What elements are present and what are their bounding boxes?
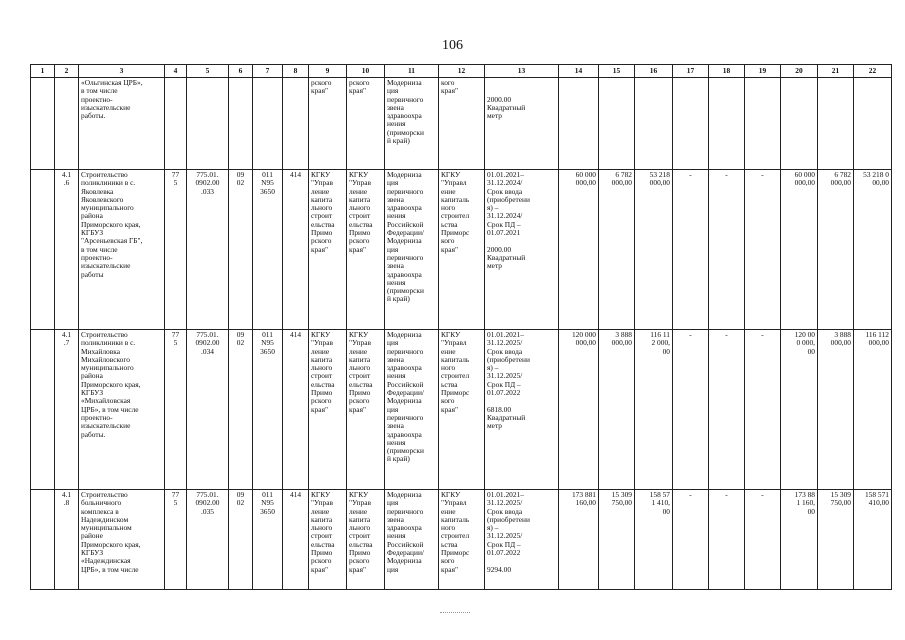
table-cell-col-8: 414 — [283, 170, 309, 330]
column-header: 17 — [673, 65, 709, 78]
table-cell-col-14: 120 000 000,00 — [559, 330, 599, 490]
column-header: 4 — [165, 65, 187, 78]
table-cell-col-19: - — [745, 330, 781, 490]
table-cell-col-2 — [55, 78, 79, 170]
table-cell-col-2: 4.1 .7 — [55, 330, 79, 490]
table-cell-col-11: Модерниза ция первичного звена здравоохра нения (приморски й край) — [385, 78, 439, 170]
table-cell-col-22: 53 218 0 00,00 — [854, 170, 892, 330]
table-cell-col-17: - — [673, 170, 709, 330]
table-cell-col-11: Модерниза ция первичного звена здравоохра нения Российской Федерации/ Модерниза ция первичного звена здравоохра нения (приморски й край) — [385, 330, 439, 490]
table-cell-col-9: КГКУ "Управ ление капита льного строит ельства Примо рского края" — [309, 170, 347, 330]
table-cell-col-3: «Ольгинская ЦРБ», в том числе проектно- изыскательские работы. — [79, 78, 165, 170]
table-row — [31, 330, 892, 490]
page-number: 106 — [442, 38, 463, 53]
table-cell-col-16: 158 57 1 410, 00 — [635, 490, 673, 590]
table-cell-col-11: Модерниза ция первичного звена здравоохра нения Российской Федерации/ Модерниза ция — [385, 490, 439, 590]
table-cell-col-15: 6 782 000,00 — [599, 170, 635, 330]
table-cell-col-12: кого края" — [439, 78, 485, 170]
column-header: 8 — [283, 65, 309, 78]
table-cell-col-21: 6 782 000,00 — [818, 170, 854, 330]
table-cell-col-3: Строительство поликлиники в с. Михайловка Михайловского муниципального района Приморского края, КГБУЗ «Михайловская ЦРБ», в том числе проектно- изыскательские работы. — [79, 330, 165, 490]
table-cell-col-10: рского края" — [347, 78, 385, 170]
column-header: 19 — [745, 65, 781, 78]
column-header: 22 — [854, 65, 892, 78]
table-cell-col-22: 116 112 000,00 — [854, 330, 892, 490]
table-cell-col-18: - — [709, 330, 745, 490]
table-cell-col-18: - — [709, 490, 745, 590]
table-cell-col-7: 011 N95 3650 — [253, 170, 283, 330]
table-cell-col-16 — [635, 78, 673, 170]
column-header: 9 — [309, 65, 347, 78]
table-cell-col-20: 120 00 0 000, 00 — [781, 330, 818, 490]
table-cell-col-19 — [745, 78, 781, 170]
table-cell-col-5: 775.01. 0902.00 .035 — [187, 490, 229, 590]
table-cell-col-18 — [709, 78, 745, 170]
column-header: 14 — [559, 65, 599, 78]
table-cell-col-4: 77 5 — [165, 490, 187, 590]
table-cell-col-13: 01.01.2021– 31.12.2025/ Срок ввода (приобретени я) – 31.12.2025/ Срок ПД – 01.07.2022 9294.00 — [485, 490, 559, 590]
column-header: 16 — [635, 65, 673, 78]
table-cell-col-14 — [559, 78, 599, 170]
column-header: 21 — [818, 65, 854, 78]
table-cell-col-13: 2000.00 Квадратный метр — [485, 78, 559, 170]
column-header: 13 — [485, 65, 559, 78]
table-cell-col-21 — [818, 78, 854, 170]
table-cell-col-9: КГКУ "Управ ление капита льного строит ельства Примо рского края" — [309, 490, 347, 590]
column-header: 18 — [709, 65, 745, 78]
column-header: 1 — [31, 65, 55, 78]
table-cell-col-1 — [31, 78, 55, 170]
header-row — [31, 65, 892, 78]
table-row — [31, 170, 892, 330]
column-header: 15 — [599, 65, 635, 78]
table-cell-col-14: 60 000 000,00 — [559, 170, 599, 330]
table-cell-col-22: 158 571 410,00 — [854, 490, 892, 590]
table-cell-col-4: 77 5 — [165, 330, 187, 490]
table-cell-col-12: КГКУ "Управл ение капиталь ного строител ьства Приморс кого края" — [439, 490, 485, 590]
table-cell-col-16: 53 218 000,00 — [635, 170, 673, 330]
table-cell-col-20: 60 000 000,00 — [781, 170, 818, 330]
table-cell-col-19: - — [745, 490, 781, 590]
table-cell-col-12: КГКУ "Управл ение капиталь ного строител ьства Приморс кого края" — [439, 170, 485, 330]
table-cell-col-17 — [673, 78, 709, 170]
column-header: 5 — [187, 65, 229, 78]
table-cell-col-5: 775.01. 0902.00 .034 — [187, 330, 229, 490]
table-cell-col-21: 15 309 750,00 — [818, 490, 854, 590]
table-cell-col-16: 116 11 2 000, 00 — [635, 330, 673, 490]
table-cell-col-20: 173 88 1 160, 00 — [781, 490, 818, 590]
column-header: 2 — [55, 65, 79, 78]
table-row — [31, 490, 892, 590]
table-row — [31, 78, 892, 170]
column-header: 3 — [79, 65, 165, 78]
table-cell-col-15: 15 309 750,00 — [599, 490, 635, 590]
column-header: 7 — [253, 65, 283, 78]
table-cell-col-12: КГКУ "Управл ение капиталь ного строител ьства Приморс кого края" — [439, 330, 485, 490]
table-cell-col-5 — [187, 78, 229, 170]
table-cell-col-18: - — [709, 170, 745, 330]
column-header: 12 — [439, 65, 485, 78]
column-header: 20 — [781, 65, 818, 78]
table-cell-col-17: - — [673, 330, 709, 490]
table-cell-col-8: 414 — [283, 490, 309, 590]
table-cell-col-1 — [31, 330, 55, 490]
table-cell-col-10: КГКУ "Управ ление капита льного строит ельства Примо рского края" — [347, 170, 385, 330]
column-header: 11 — [385, 65, 439, 78]
table-cell-col-19: - — [745, 170, 781, 330]
table-cell-col-7 — [253, 78, 283, 170]
column-header: 10 — [347, 65, 385, 78]
table-cell-col-9: рского края" — [309, 78, 347, 170]
table-cell-col-1 — [31, 490, 55, 590]
table-cell-col-7: 011 N95 3650 — [253, 330, 283, 490]
scan-mark — [440, 612, 470, 614]
column-header: 6 — [229, 65, 253, 78]
table-cell-col-9: КГКУ "Управ ление капита льного строит ельства Примо рского края" — [309, 330, 347, 490]
table-cell-col-17: - — [673, 490, 709, 590]
table-cell-col-1 — [31, 170, 55, 330]
table-cell-col-15: 3 888 000,00 — [599, 330, 635, 490]
table-cell-col-20 — [781, 78, 818, 170]
table-cell-col-5: 775.01. 0902.00 .033 — [187, 170, 229, 330]
table-cell-col-14: 173 881 160,00 — [559, 490, 599, 590]
table-cell-col-13: 01.01.2021– 31.12.2024/ Срок ввода (приобретени я) – 31.12.2024/ Срок ПД – 01.07.2021 2000.00 Квадратный метр — [485, 170, 559, 330]
table-cell-col-3: Строительство больничного комплекса в Надеждинском муниципальном районе Приморского края, КГБУЗ «Надеждинская ЦРБ», в том числе — [79, 490, 165, 590]
table-cell-col-8: 414 — [283, 330, 309, 490]
table-cell-col-2: 4.1 .6 — [55, 170, 79, 330]
table-cell-col-13: 01.01.2021– 31.12.2025/ Срок ввода (приобретени я) – 31.12.2025/ Срок ПД – 01.07.2022 6818.00 Квадратный метр — [485, 330, 559, 490]
table-cell-col-2: 4.1 .8 — [55, 490, 79, 590]
table-cell-col-21: 3 888 000,00 — [818, 330, 854, 490]
table-cell-col-11: Модерниза ция первичного звена здравоохра нения Российской Федерации/ Модерниза ция первичного звена здравоохра нения (приморски й край) — [385, 170, 439, 330]
table-cell-col-6: 09 02 — [229, 330, 253, 490]
table-cell-col-4 — [165, 78, 187, 170]
table-cell-col-4: 77 5 — [165, 170, 187, 330]
table-cell-col-6: 09 02 — [229, 170, 253, 330]
budget-table — [30, 64, 892, 590]
table-cell-col-22 — [854, 78, 892, 170]
table-cell-col-3: Строительство поликлиники в с. Яковлевка Яковлевского муниципального района Приморского края, КГБУЗ "Арсеньевская ГБ", в том числе проектно- изыскательские работы — [79, 170, 165, 330]
table-cell-col-10: КГКУ "Управ ление капита льного строит ельства Примо рского края" — [347, 490, 385, 590]
table-cell-col-6: 09 02 — [229, 490, 253, 590]
table-cell-col-6 — [229, 78, 253, 170]
table-cell-col-15 — [599, 78, 635, 170]
table-cell-col-8 — [283, 78, 309, 170]
table-cell-col-7: 011 N95 3650 — [253, 490, 283, 590]
table-cell-col-10: КГКУ "Управ ление капита льного строит ельства Примо рского края" — [347, 330, 385, 490]
